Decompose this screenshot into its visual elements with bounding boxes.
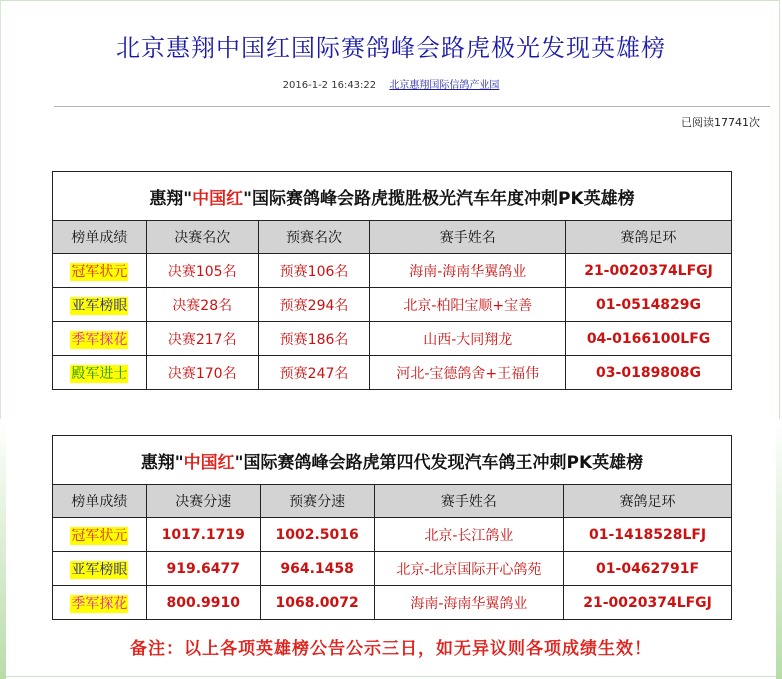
rank-badge: 亚军榜眼 (71, 297, 128, 314)
final-rank: 决赛105名 (146, 254, 258, 288)
prelim-speed: 964.1458 (260, 552, 374, 586)
final-speed: 800.9910 (146, 586, 260, 620)
table2-header-cell: 榜单成绩 (53, 485, 147, 518)
rank-badge: 殿军进士 (71, 365, 128, 382)
article-date: 2016-1-2 16:43:22 (282, 80, 377, 91)
table-row (53, 356, 732, 390)
table2-header-row (53, 485, 732, 518)
competitor-name: 河北-宝德鸽舍+王福伟 (370, 356, 566, 390)
table-row (53, 254, 732, 288)
final-speed: 919.6477 (146, 552, 260, 586)
table-row (53, 552, 732, 586)
ring-number: 01-0462791F (564, 552, 732, 586)
competitor-name: 北京-柏阳宝顺+宝善 (370, 288, 566, 322)
prelim-speed: 1002.5016 (260, 518, 374, 552)
competitor-name: 海南-海南华翼鸽业 (370, 254, 566, 288)
table2-header-cell: 决赛分速 (146, 485, 260, 518)
rank-badge: 季军探花 (71, 331, 128, 348)
ring-number: 01-1418528LFJ (564, 518, 732, 552)
ring-number: 21-0020374LFGJ (566, 254, 732, 288)
table2-header-cell: 赛鸽足环 (564, 485, 732, 518)
ring-number: 21-0020374LFGJ (564, 586, 732, 620)
final-rank: 决赛217名 (146, 322, 258, 356)
table-row (53, 518, 732, 552)
table1-header-row (53, 221, 732, 254)
table-row (53, 586, 732, 620)
prelim-rank: 预赛106名 (258, 254, 370, 288)
header-divider (54, 106, 770, 107)
table-row (53, 322, 732, 356)
final-rank: 决赛170名 (146, 356, 258, 390)
competitor-name: 北京-长江鸽业 (374, 518, 564, 552)
rank-badge: 冠军状元 (71, 263, 128, 280)
table1-header-cell: 赛手姓名 (370, 221, 566, 254)
table2-header-cell: 赛手姓名 (374, 485, 564, 518)
table1-header-cell: 赛鸽足环 (566, 221, 732, 254)
prelim-rank: 预赛247名 (258, 356, 370, 390)
competitor-name: 海南-海南华翼鸽业 (374, 586, 564, 620)
ring-number: 03-0189808G (566, 356, 732, 390)
ring-number: 01-0514829G (566, 288, 732, 322)
footer-note: 备注：以上各项英雄榜公告公示三日，如无异议则各项成绩生效！ (130, 639, 652, 659)
rank-badge: 季军探花 (71, 595, 128, 612)
rank-badge: 亚军榜眼 (71, 561, 128, 578)
ranking-table-1 (52, 171, 732, 390)
prelim-rank: 预赛186名 (258, 322, 370, 356)
table1-caption: 惠翔"中国红"国际赛鸽峰会路虎揽胜极光汽车年度冲刺PK英雄榜 (53, 172, 732, 221)
final-speed: 1017.1719 (146, 518, 260, 552)
competitor-name: 北京-北京国际开心鸽苑 (374, 552, 564, 586)
table1-header-cell: 决赛名次 (146, 221, 258, 254)
prelim-rank: 预赛294名 (258, 288, 370, 322)
final-rank: 决赛28名 (146, 288, 258, 322)
table-row (53, 288, 732, 322)
read-count: 已阅读17741次 (681, 116, 760, 129)
ring-number: 04-0166100LFG (566, 322, 732, 356)
prelim-speed: 1068.0072 (260, 586, 374, 620)
table2-header-cell: 预赛分速 (260, 485, 374, 518)
table1-header-cell: 榜单成绩 (53, 221, 147, 254)
competitor-name: 山西-大同翔龙 (370, 322, 566, 356)
ranking-table-2 (52, 435, 732, 620)
table2-caption: 惠翔"中国红"国际赛鸽峰会路虎第四代发现汽车鸽王冲刺PK英雄榜 (53, 436, 732, 485)
table1-header-cell: 预赛名次 (258, 221, 370, 254)
article-meta (0, 76, 782, 91)
article-title: 北京惠翔中国红国际赛鸽峰会路虎极光发现英雄榜 (116, 34, 666, 62)
rank-badge: 冠军状元 (71, 527, 128, 544)
article-source-link[interactable]: 北京惠翔国际信鸽产业园 (389, 80, 500, 91)
